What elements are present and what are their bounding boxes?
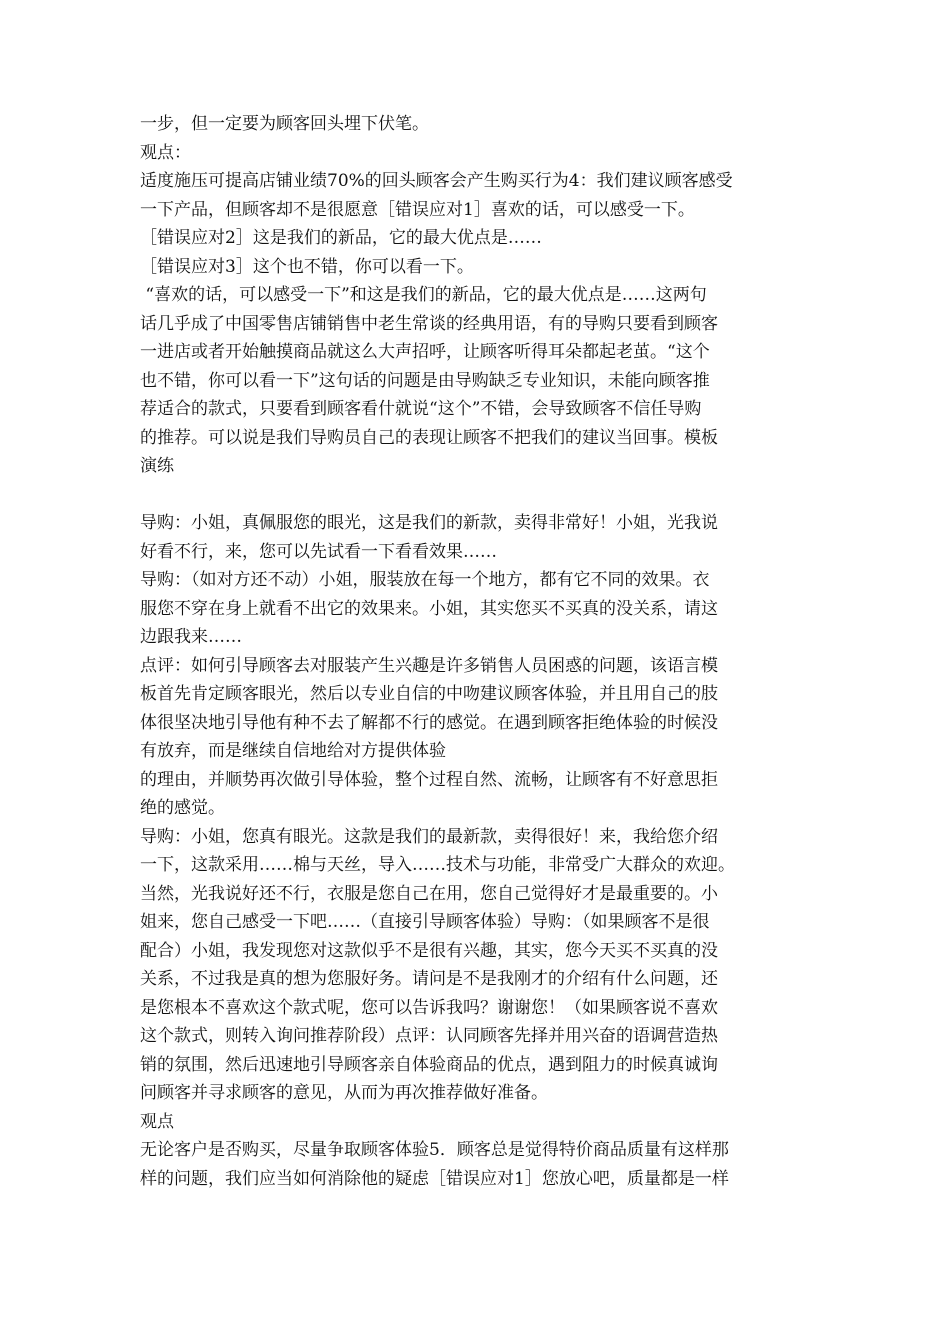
- text-line: 观点: [140, 1111, 174, 1132]
- text-line: 当然，光我说好还不行，衣服是您自己在用，您自己觉得好才是最重要的。小: [140, 883, 718, 904]
- text-line: 的理由，并顺势再次做引导体验，整个过程自然、流畅，让顾客有不好意思拒: [140, 769, 718, 790]
- text-line: 有放弃，而是继续自信地给对方提供体验: [140, 741, 446, 761]
- text-line: “喜欢的话，可以感受一下”和这是我们的新品，它的最大优点是……这两句: [140, 285, 707, 305]
- text-line: 也不错，你可以看一下”这句话的问题是由导购缺乏专业知识，未能向顾客推: [140, 370, 710, 391]
- text-line: 的推荐。可以说是我们导购员自己的表现让顾客不把我们的建议当回事。模板: [140, 427, 718, 448]
- text-line: 话几乎成了中国零售店铺销售中老生常谈的经典用语，有的导购只要看到顾客: [140, 313, 718, 334]
- text-line: 一步，但一定要为顾客回头埋下伏笔。: [140, 114, 429, 134]
- text-line: ［错误应对2］这是我们的新品，它的最大优点是……: [140, 228, 542, 248]
- text-line: 边跟我来……: [140, 627, 242, 647]
- text-line: 导购：小姐，真佩服您的眼光，这是我们的新款，卖得非常好！小姐，光我说: [140, 513, 718, 533]
- text-line: 导购：（如对方还不动）小姐，服装放在每一个地方，都有它不同的效果。衣: [140, 570, 710, 590]
- text-line: 体很坚决地引导他有种不去了解都不行的感觉。在遇到顾客拒绝体验的时候没: [140, 712, 718, 733]
- text-line: 荐适合的款式，只要看到顾客看什就说“这个”不错，会导致顾客不信任导购: [140, 399, 702, 419]
- text-line: 这个款式，则转入询问推荐阶段）点评：认同顾客先择并用兴奋的语调营造热: [140, 1026, 718, 1046]
- text-line: 观点：: [140, 142, 191, 163]
- text-line: 服您不穿在身上就看不出它的效果来。小姐，其实您买不买真的没关系，请这: [140, 598, 718, 619]
- text-line: 无论客户是否购买，尽量争取顾客体验5．顾客总是觉得特价商品质量有这样那: [140, 1140, 729, 1160]
- text-line: 一进店或者开始触摸商品就这么大声招呼，让顾客听得耳朵都起老茧。“这个: [140, 342, 710, 362]
- text-line: 姐来，您自己感受一下吧……（直接引导顾客体验）导购：（如果顾客不是很: [140, 912, 710, 932]
- text-line: 一下，这款采用……棉与天丝，导入……技术与功能，非常受广大群众的欢迎。: [140, 855, 735, 875]
- text-line: 关系，不过我是真的想为您服好务。请问是不是我刚才的介绍有什么问题，还: [140, 969, 718, 989]
- text-line: 绝的感觉。: [140, 798, 225, 818]
- text-line: 一下产品，但顾客却不是很愿意［错误应对1］喜欢的话，可以感受一下。: [140, 199, 695, 220]
- document-body: [140, 110, 810, 1193]
- blank-line: [140, 481, 810, 510]
- text-line: 销的氛围，然后迅速地引导顾客亲自体验商品的优点，遇到阻力的时候真诚询: [140, 1054, 718, 1075]
- text-line: 配合）小姐，我发现您对这款似乎不是很有兴趣，其实，您今天买不买真的没: [140, 940, 718, 961]
- text-line: 适度施压可提高店铺业绩70%的回头顾客会产生购买行为4：我们建议顾客感受: [140, 171, 733, 191]
- text-line: 演练: [140, 456, 174, 476]
- text-line: 好看不行，来，您可以先试看一下看看效果……: [140, 541, 497, 562]
- text-line: 点评：如何引导顾客去对服装产生兴趣是许多销售人员困惑的问题，该语言模: [140, 655, 718, 676]
- text-line: 板首先肯定顾客眼光，然后以专业自信的中吻建议顾客体验，并且用自己的肢: [140, 684, 718, 704]
- text-line: ［错误应对3］这个也不错，你可以看一下。: [140, 256, 474, 277]
- text-line: 导购：小姐，您真有眼光。这款是我们的最新款，卖得很好！来，我给您介绍: [140, 826, 718, 847]
- text-line: 问顾客并寻求顾客的意见，从而为再次推荐做好准备。: [140, 1083, 548, 1103]
- text-line: 是您根本不喜欢这个款式呢，您可以告诉我吗？谢谢您！（如果顾客说不喜欢: [140, 997, 718, 1018]
- text-line: 样的问题，我们应当如何消除他的疑虑［错误应对1］您放心吧，质量都是一样: [140, 1168, 729, 1189]
